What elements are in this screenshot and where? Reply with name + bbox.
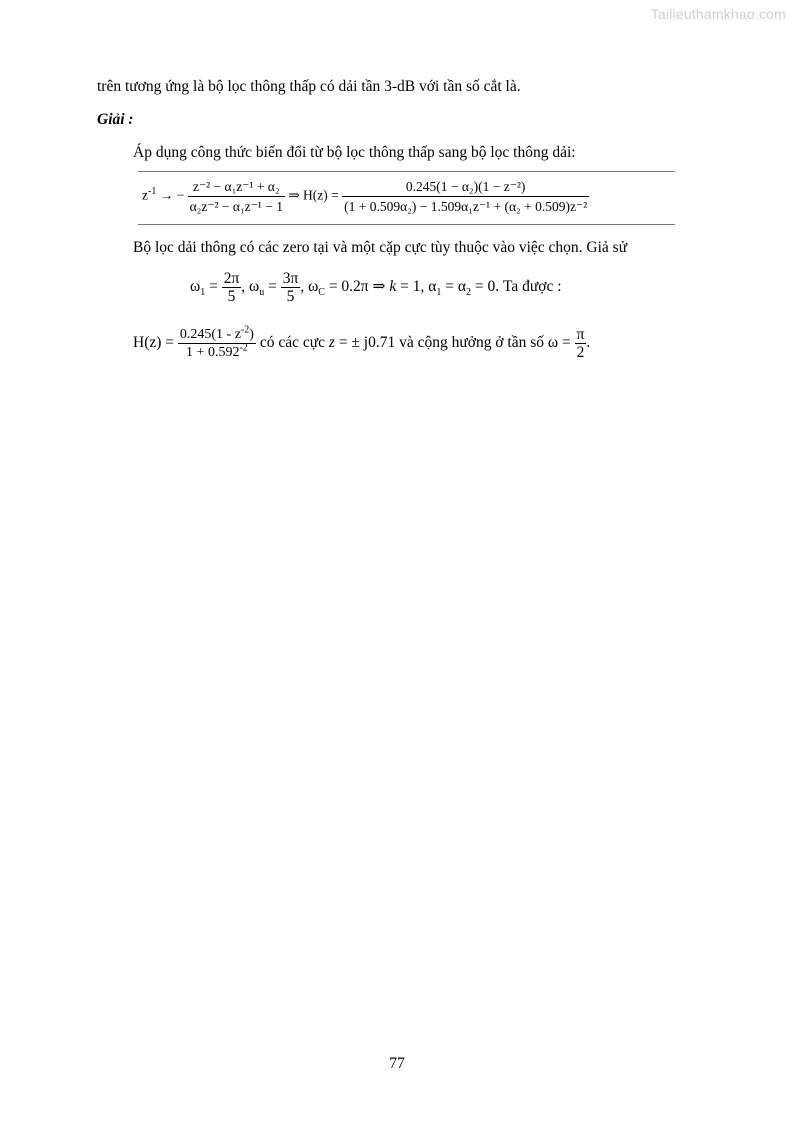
hz-denominator: $1 + 0.592^{-2}$ [186,342,248,360]
intro-text: Áp dụng công thức biến đổi từ bộ lọc thông thấp sang bộ lọc thông dải: [133,144,576,161]
hz-numerator: $0.245(1 - z^{-2})$ [179,324,254,342]
pi-den: 2 [576,344,585,361]
omega-1-num: 2π [223,270,240,287]
omega-u-num: 3π [282,270,299,287]
omega-u-fraction [281,270,301,305]
poles-text: = ± j0.71 và cộng hưởng ở tần số ω = [334,334,575,352]
formula-lhs: z [142,187,148,203]
transform-formula [138,171,675,225]
hz-lhs: H(z) = [133,334,178,352]
alpha-2: = α [441,278,467,296]
hz-fraction [178,326,256,361]
omega-1-den: 5 [227,288,236,305]
paragraph-line: trên tương ứng là bộ lọc thông thấp có dải tần 3-dB với tần số cắt là. [97,78,521,95]
formula-implies: ⇒ H(z) = [288,187,339,203]
hz-line [133,326,590,361]
formula-fraction-2 [342,177,589,216]
period: . [586,334,591,352]
pi-over-2 [575,326,587,361]
frac2-numerator: 0.245(1 − α₂)(1 − z⁻²) [342,177,589,197]
equals: = [264,278,281,296]
omega-u: , ω [241,278,260,296]
formula-arrow: → − [159,187,185,203]
omega-c-sub: C [318,287,325,299]
omega-1-fraction [222,270,242,305]
omega-u-den: 5 [286,288,295,305]
hz-mid-text: có các cực [255,334,329,352]
bandpass-text: Bộ lọc dải thông có các zero tại và một cặp cực tùy thuộc vào việc chọn. Giả sử [133,239,628,256]
formula-lhs-exp: -1 [148,186,157,198]
watermark: Tailieuthamkhao.com [650,6,786,22]
k-variable: k [389,278,397,296]
alpha-2-sub: 2 [466,287,472,299]
omega-c: , ω [300,278,319,296]
omega-line [190,270,562,305]
omega-c-value: = 0.2π ⇒ [324,278,390,296]
frac2-denominator: (1 + 0.509α₂) − 1.509α₁z⁻¹ + (α₂ + 0.509)z⁻² [344,199,588,214]
result-intro: = 0. Ta được : [471,278,562,296]
omega-1-sub: 1 [200,287,206,299]
equals: = [205,278,222,296]
z-variable: z [328,334,335,352]
pi-num: π [576,326,585,343]
alpha-1-sub: 1 [436,287,442,299]
page-number: 77 [389,1055,405,1072]
frac1-denominator: α₂z⁻² − α₁z⁻¹ − 1 [189,199,283,214]
frac1-numerator: z⁻² − α₁z⁻¹ + α₂ [188,177,285,197]
omega-1: ω [190,278,201,296]
alpha-1: = 1, α [396,278,437,296]
solution-label: Giải : [97,111,134,128]
omega-u-sub: u [259,287,265,299]
formula-fraction-1 [188,177,285,216]
